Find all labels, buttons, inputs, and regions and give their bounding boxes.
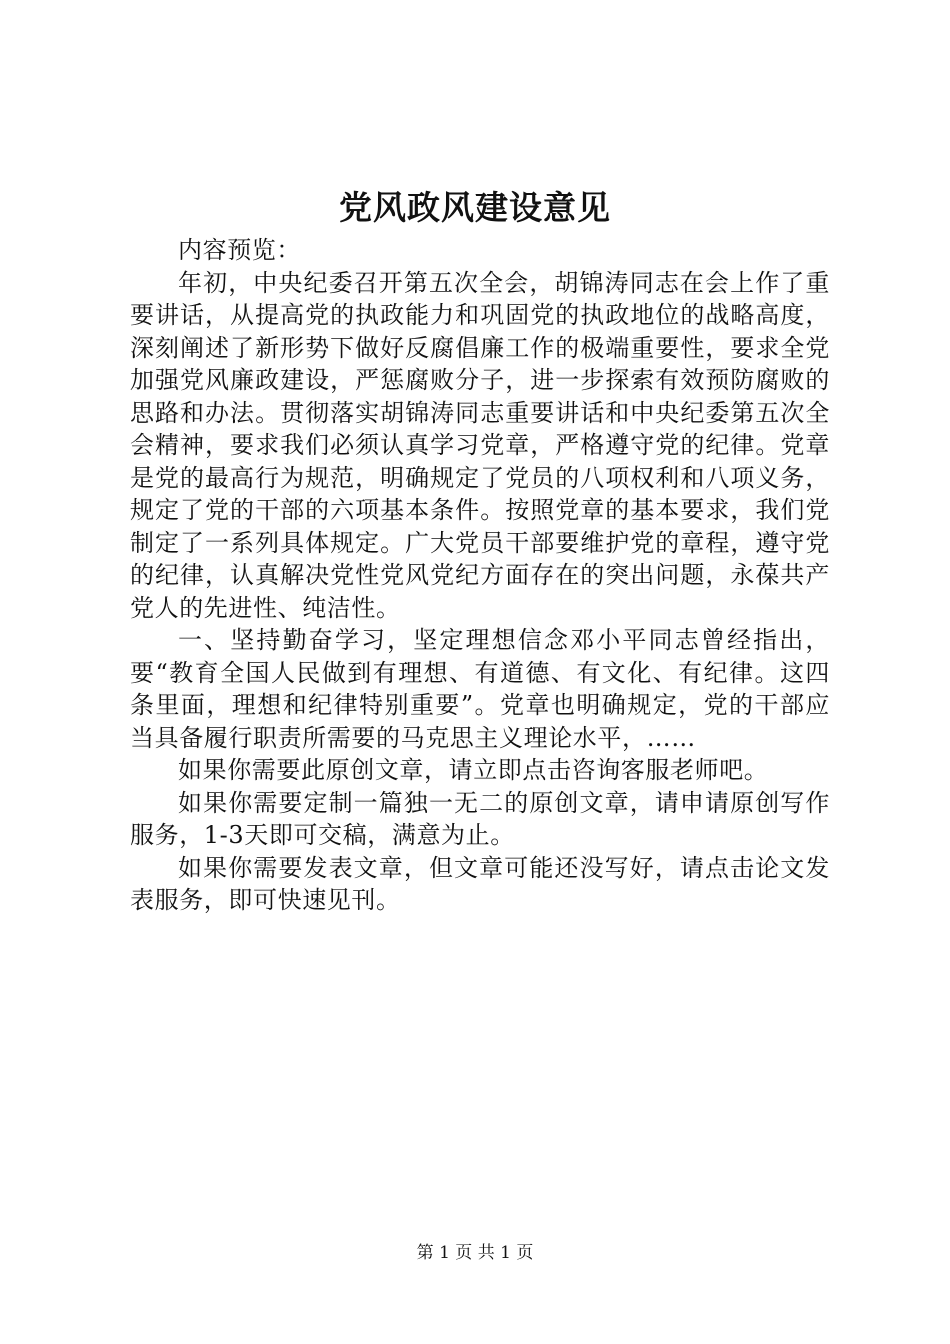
document-title: 党风政风建设意见 [339,188,611,227]
paragraph-contact-service: 如果你需要此原创文章，请立即点击咨询客服老师吧。 [178,756,769,784]
paragraph-intro: 年初，中央纪委召开第五次全会，胡锦涛同志在会上作了重要讲话，从提高党的执政能力和巩固党的执政地位的战略高度，深刻阐述了新形势下做好反腐倡廉工作的极端重要性，要求全党加强党风廉政建设，严惩腐败分子，进一步探索有效预防腐败的思路和办法。贯彻落实胡锦涛同志重要讲话和中央纪委第五次全会精神，要求我们必须认真学习党章，严格遵守党的纪律。党章是党的最高行为规范，明确规定了党员的八项权利和八项义务，规定了党的干部的六项基本条件。按照党章的基本要求，我们党制定了一系列具体规定。广大党员干部要维护党的章程，遵守党的纪律，认真解决党性党风党纪方面存在的突出问题，永葆共产党人的先进性、纯洁性。 [130,268,830,622]
document-body [130,234,830,917]
preview-label: 内容预览： [178,236,301,264]
paragraph-custom-writing: 如果你需要定制一篇独一无二的原创文章，请申请原创写作服务，1-3天即可交稿，满意为止。 [130,788,830,849]
paragraph-publishing-service: 如果你需要发表文章，但文章可能还没写好，请点击论文发表服务，即可快速见刊。 [130,853,830,914]
paragraph-section-one: 一、坚持勤奋学习，坚定理想信念邓小平同志曾经指出，要“教育全国人民做到有理想、有道德、有文化、有纪律。这四条里面，理想和纪律特别重要”。党章也明确规定，党的干部应当具备履行职责所需要的马克思主义理论水平，…… [130,626,830,752]
page-footer: 第 1 页 共 1 页 [416,1243,534,1263]
